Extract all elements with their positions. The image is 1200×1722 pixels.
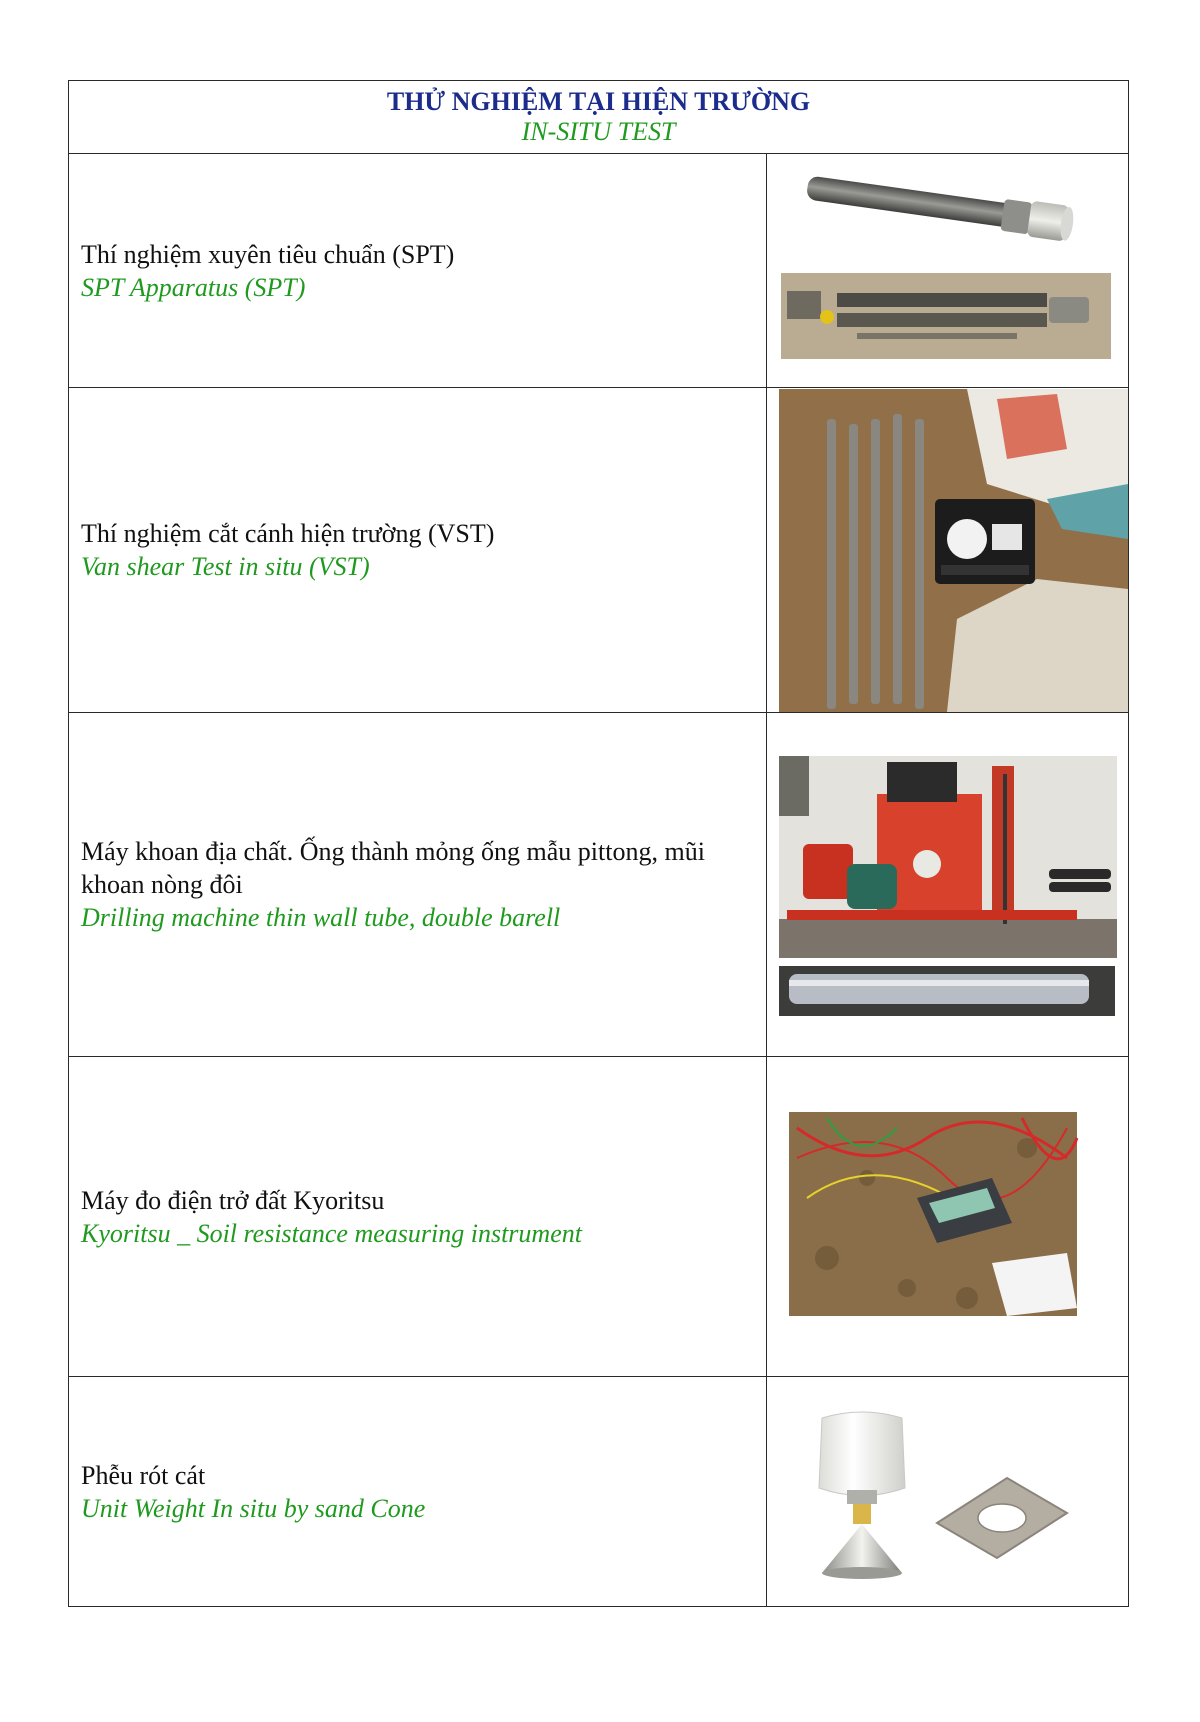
- photo-cell: [767, 1057, 1129, 1377]
- test-name-vietnamese: Thí nghiệm cắt cánh hiện trường (VST): [81, 519, 495, 548]
- photo-cell: [767, 713, 1129, 1057]
- sand-cone-apparatus-photo: [767, 1378, 1128, 1606]
- test-name-english: Kyoritsu _ Soil resistance measuring instrument: [81, 1218, 582, 1248]
- test-name-english: Drilling machine thin wall tube, double barell: [81, 903, 561, 932]
- photo-cell: [767, 154, 1129, 388]
- table-row: [69, 713, 1129, 1057]
- drilling-rig-photo: [767, 714, 1128, 1056]
- description-cell: [69, 1057, 767, 1377]
- test-name-english: Van shear Test in situ (VST): [81, 552, 370, 581]
- description-cell: [69, 388, 767, 713]
- photo-cell: [767, 388, 1129, 713]
- test-name-vietnamese: Phễu rót cát: [81, 1460, 206, 1490]
- description-cell: [69, 1377, 767, 1607]
- title-english: IN-SITU TEST: [521, 117, 676, 146]
- in-situ-test-table: [68, 80, 1129, 1607]
- title-vietnamese: THỬ NGHIỆM TẠI HIỆN TRƯỜNG: [386, 87, 811, 116]
- test-name-english: Unit Weight In situ by sand Cone: [81, 1493, 426, 1523]
- earth-resistance-tester-photo: [767, 1058, 1128, 1376]
- description-cell: [69, 154, 767, 388]
- description-cell: [69, 713, 767, 1057]
- photo-cell: [767, 1377, 1129, 1607]
- vane-shear-kit-photo: [767, 389, 1128, 712]
- header-row: [69, 81, 1129, 154]
- table-row: [69, 388, 1129, 713]
- header-cell: [69, 81, 1129, 154]
- test-name-vietnamese: Thí nghiệm xuyên tiêu chuẩn (SPT): [81, 239, 455, 269]
- test-name-vietnamese: Máy khoan địa chất. Ống thành mỏng ống mẫu pittong, mũi khoan nòng đôi: [81, 837, 705, 899]
- test-name-english: SPT Apparatus (SPT): [81, 272, 306, 302]
- table-row: [69, 154, 1129, 388]
- spt-split-spoon-sampler-photo: [767, 155, 1128, 387]
- table-row: [69, 1377, 1129, 1607]
- table-row: [69, 1057, 1129, 1377]
- test-name-vietnamese: Máy đo điện trở đất Kyoritsu: [81, 1185, 385, 1215]
